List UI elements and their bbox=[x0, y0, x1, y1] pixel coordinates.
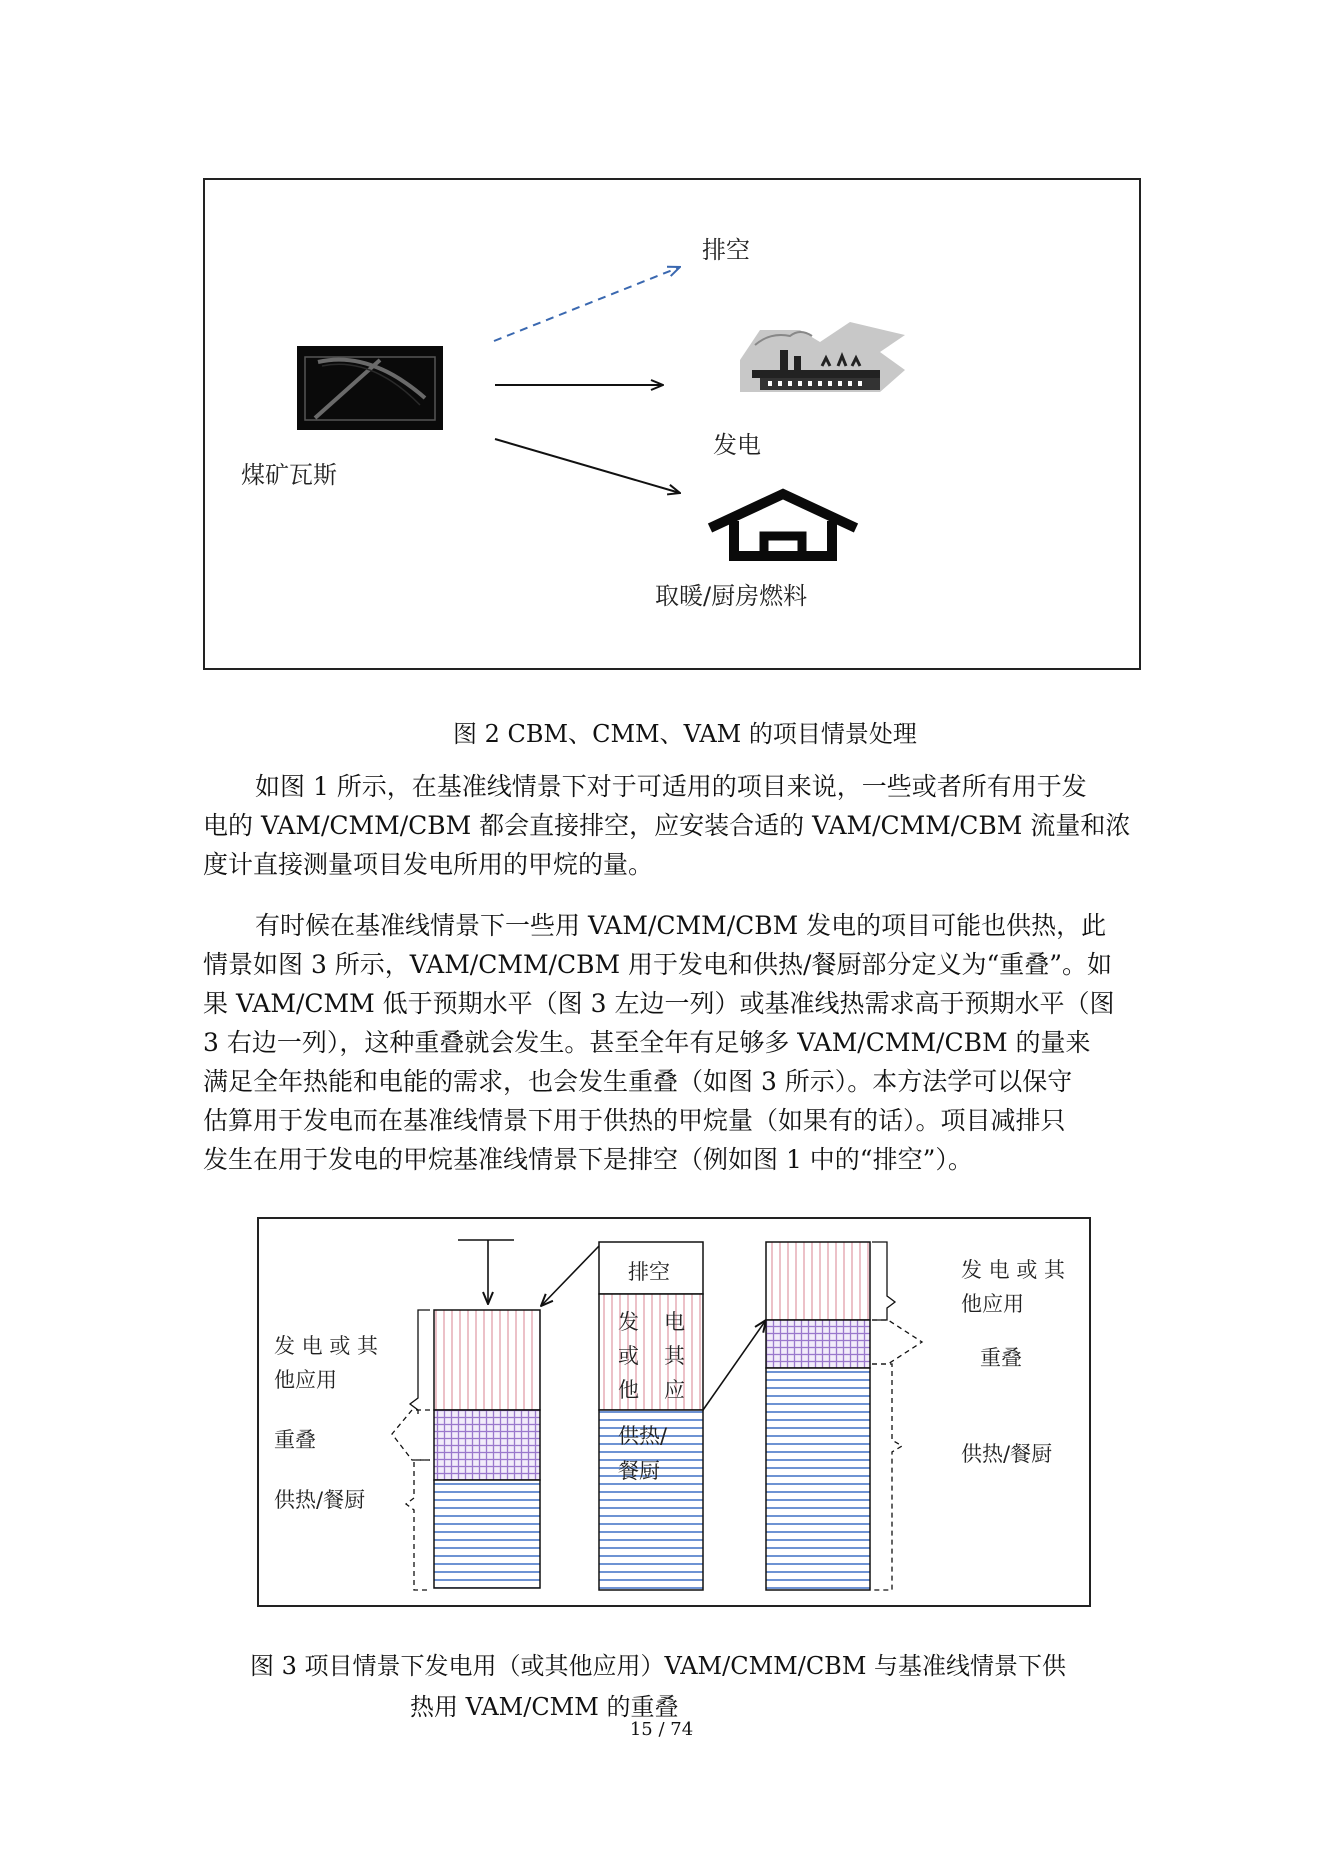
fig3-left-label-heating: 供热/餐厨 bbox=[274, 1488, 366, 1512]
left-column bbox=[392, 1240, 540, 1590]
fig3-right-label-power-other-1: 发 电 或 其 bbox=[961, 1258, 1066, 1282]
fig3-left-label-power-other-1: 发 电 或 其 bbox=[274, 1334, 379, 1358]
right-column bbox=[766, 1242, 922, 1590]
fig3-middle-label-heating-1: 供热/ bbox=[618, 1424, 668, 1448]
paragraph-line: 有时候在基准线情景下一些用 VAM/CMM/CBM 发电的项目可能也供热，此 bbox=[255, 911, 1107, 940]
fig3-middle-char: 应 bbox=[664, 1378, 685, 1402]
page-number: 15 / 74 bbox=[629, 1719, 694, 1740]
label-power: 发电 bbox=[713, 431, 761, 459]
fig3-middle-label-vent: 排空 bbox=[628, 1260, 670, 1284]
middle-column bbox=[541, 1242, 766, 1590]
label-coal-mine-gas: 煤矿瓦斯 bbox=[241, 461, 337, 489]
paragraph-line: 3 右边一列），这种重叠就会发生。甚至全年有足够多 VAM/CMM/CBM 的量来 bbox=[203, 1028, 1091, 1057]
fig3-middle-label-heating-2: 餐厨 bbox=[618, 1459, 660, 1483]
paragraph-line: 估算用于发电而在基准线情景下用于供热的甲烷量（如果有的话）。项目减排只 bbox=[203, 1106, 1066, 1135]
paragraph-line: 果 VAM/CMM 低于预期水平（图 3 左边一列）或基准线热需求高于预期水平（图 bbox=[203, 989, 1115, 1018]
paragraph-line: 情景如图 3 所示，VAM/CMM/CBM 用于发电和供热/餐厨部分定义为“重叠”。如 bbox=[203, 950, 1113, 979]
label-vent: 排空 bbox=[702, 236, 750, 264]
fig3-left-label-power-other-2: 他应用 bbox=[274, 1368, 337, 1392]
fig3-right-label-heating: 供热/餐厨 bbox=[961, 1442, 1053, 1466]
figure-3-caption-line-1: 图 3 项目情景下发电用（或其他应用）VAM/CMM/CBM 与基准线情景下供 bbox=[250, 1652, 1067, 1680]
fig3-middle-char: 其 bbox=[664, 1344, 685, 1368]
figure-2-caption: 图 2 CBM、CMM、VAM 的项目情景处理 bbox=[453, 720, 917, 748]
figure-3-caption-line-2: 热用 VAM/CMM 的重叠 bbox=[410, 1693, 679, 1721]
paragraph-line: 如图 1 所示，在基准线情景下对于可适用的项目来说，一些或者所有用于发 bbox=[255, 772, 1087, 801]
fig3-middle-char: 发 bbox=[618, 1310, 639, 1334]
label-heating-cooking: 取暖/厨房燃料 bbox=[655, 582, 808, 610]
fig3-middle-char: 电 bbox=[664, 1310, 685, 1334]
paragraph-line: 发生在用于发电的甲烷基准线情景下是排空（例如图 1 中的“排空”）。 bbox=[203, 1145, 973, 1174]
paragraph-line: 度计直接测量项目发电所用的甲烷的量。 bbox=[203, 850, 654, 879]
fig3-middle-char: 他 bbox=[618, 1378, 639, 1402]
fig3-right-label-power-other-2: 他应用 bbox=[961, 1292, 1024, 1316]
paragraph-line: 满足全年热能和电能的需求，也会发生重叠（如图 3 所示）。本方法学可以保守 bbox=[203, 1067, 1073, 1096]
fig3-right-label-overlap: 重叠 bbox=[980, 1346, 1022, 1370]
fig3-left-label-overlap: 重叠 bbox=[274, 1428, 316, 1452]
fig3-middle-char: 或 bbox=[618, 1344, 639, 1368]
paragraph-line: 电的 VAM/CMM/CBM 都会直接排空，应安装合适的 VAM/CMM/CBM 流量和浓 bbox=[203, 811, 1131, 840]
